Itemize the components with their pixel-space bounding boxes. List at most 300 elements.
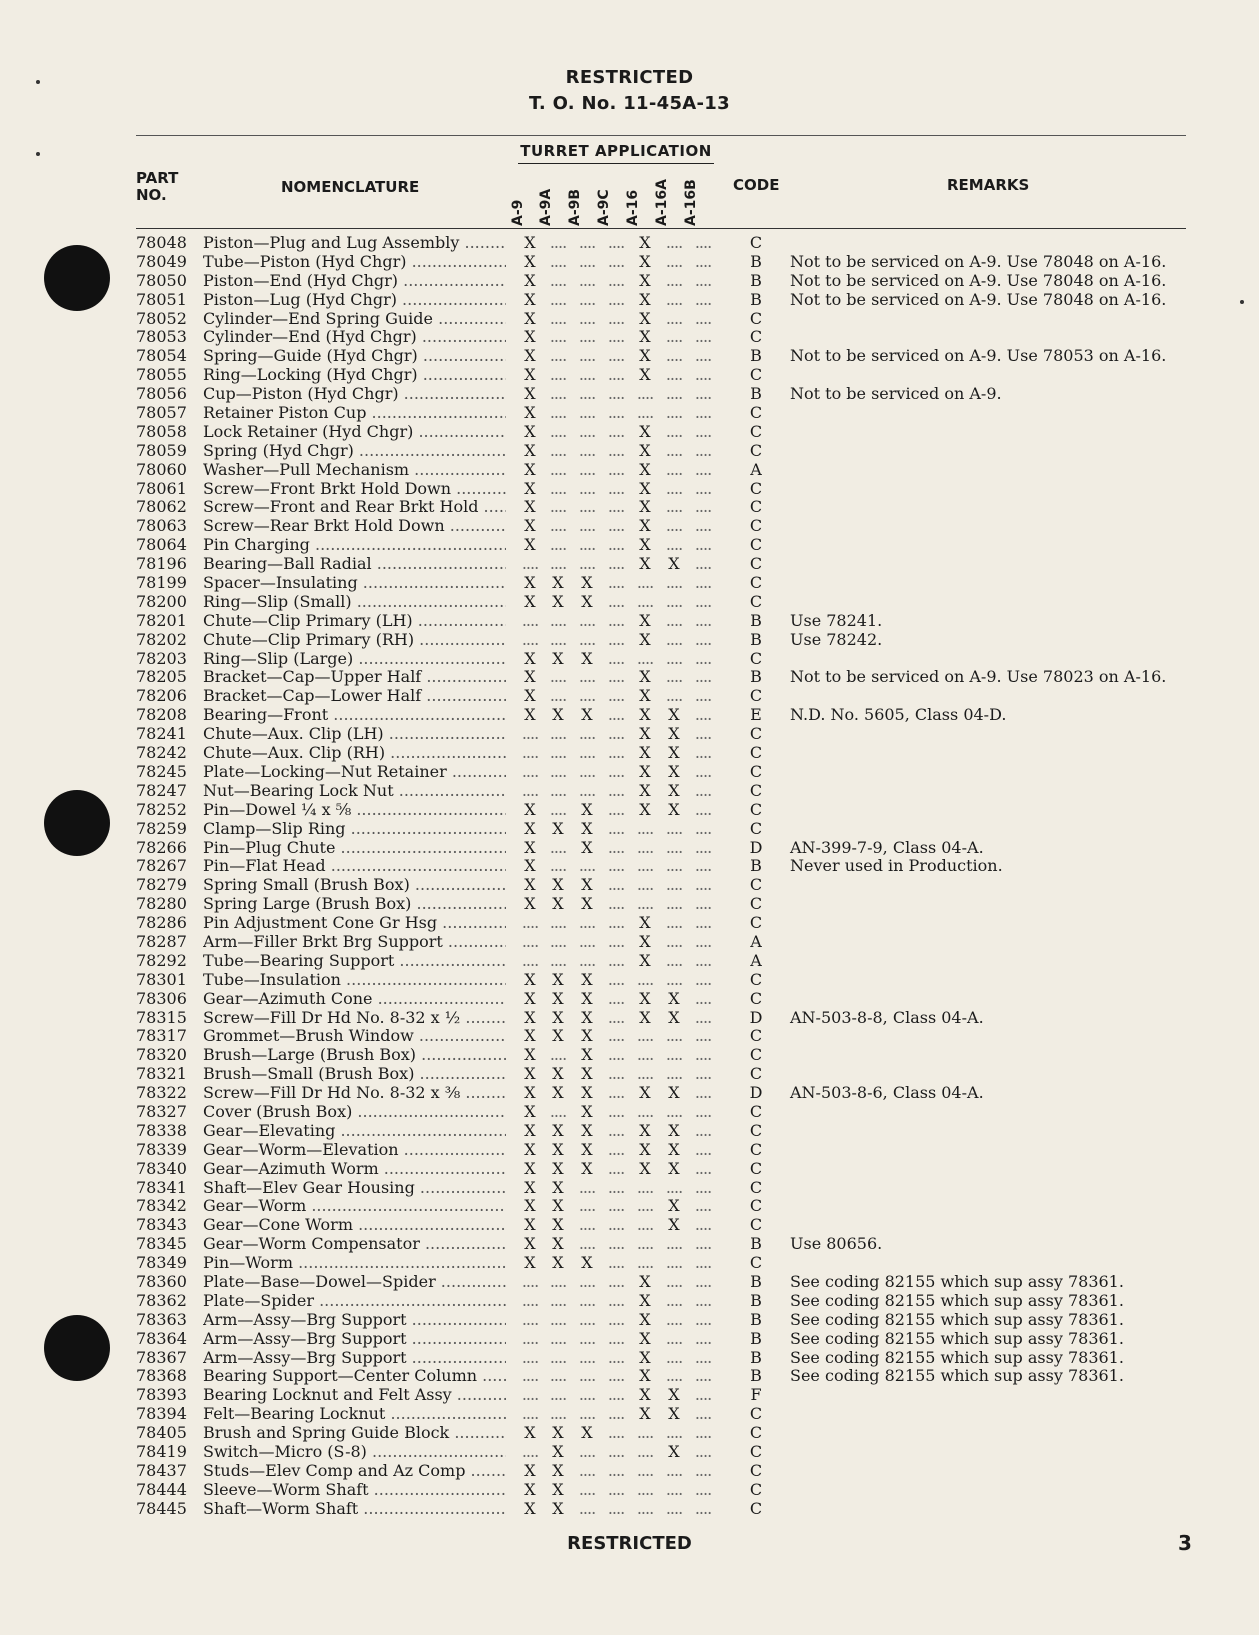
turret-mark: X [524,1026,536,1046]
table-row [0,310,1259,329]
turret-mark: X [524,856,536,876]
code: C [749,724,763,744]
nomenclature: Piston—Lug (Hyd Chgr) ..... [203,291,506,310]
turret-mark: X [639,1290,651,1310]
turret-leader: .... [607,743,625,763]
nomenclature: Spring Small (Brush Box) ..... [203,876,506,895]
code: A [750,950,762,970]
turret-leader: .... [578,761,596,781]
nomenclature: Screw—Rear Brkt Hold Down ..... [203,517,506,536]
part-number: 78242 [136,743,187,763]
turret-mark: X [639,629,651,649]
table-row [0,461,1259,480]
turret-mark: X [552,1423,564,1443]
turret-leader: .... [694,610,712,630]
code: C [749,648,763,668]
turret-mark: X [552,591,564,611]
turret-leader: .... [549,1309,567,1329]
turret-leader: .... [665,459,683,479]
part-number: 78292 [136,950,187,970]
table-row [0,1405,1259,1424]
turret-leader: .... [694,1083,712,1103]
turret-leader: .... [578,1177,596,1197]
turret-leader: .... [521,1404,539,1424]
turret-leader: .... [549,629,567,649]
turret-leader: .... [607,648,625,668]
part-number: 78049 [136,251,187,271]
turret-leader: .... [607,1215,625,1235]
turret-mark: X [524,837,536,857]
turret-mark: X [639,724,651,744]
turret-leader: .... [665,1347,683,1367]
turret-mark: X [524,1460,536,1480]
turret-leader: .... [607,1309,625,1329]
code: C [749,761,763,781]
turret-leader: .... [521,1309,539,1329]
turret-mark: X [524,535,536,555]
turret-leader: .... [578,856,596,876]
table-row [0,839,1259,858]
part-number: 78267 [136,856,187,876]
turret-mark: X [581,1045,593,1065]
table-row [0,650,1259,669]
table-row [0,1254,1259,1273]
turret-leader: .... [665,894,683,914]
table-row [0,1349,1259,1368]
turret-leader: .... [694,497,712,517]
turret-mark: X [639,1158,651,1178]
nomenclature: Spring—Guide (Hyd Chgr) ..... [203,347,506,366]
turret-mark: X [639,535,651,555]
table-row [0,404,1259,423]
turret-leader: .... [578,780,596,800]
turret-mark: X [639,289,651,309]
turret-leader: .... [607,610,625,630]
turret-leader: .... [636,573,654,593]
turret-mark: X [581,1083,593,1103]
table-row [0,328,1259,347]
code: B [750,1290,762,1310]
remarks: See coding 82155 which sup assy 78361. [790,1309,1124,1329]
turret-mark: X [668,780,680,800]
table-row [0,744,1259,763]
part-number: 78340 [136,1158,187,1178]
code: D [749,1007,763,1027]
turret-mark: X [668,1385,680,1405]
nomenclature: Arm—Filler Brkt Brg Support ..... [203,933,506,952]
turret-leader: .... [694,1404,712,1424]
code: C [749,894,763,914]
turret-leader: .... [578,1328,596,1348]
turret-mark: X [552,1026,564,1046]
remarks: Not to be serviced on A-9. Use 78048 on A-16. [790,251,1167,271]
table-row [0,536,1259,555]
part-number: 78445 [136,1498,187,1518]
table-row [0,933,1259,952]
turret-leader: .... [636,1045,654,1065]
turret-leader: .... [665,1271,683,1291]
turret-leader: .... [549,478,567,498]
turret-mark: X [639,554,651,574]
part-number: 78266 [136,837,187,857]
code: B [750,610,762,630]
turret-leader: .... [665,478,683,498]
turret-leader: .... [578,327,596,347]
turret-mark: X [524,667,536,687]
part-number: 78339 [136,1139,187,1159]
turret-leader: .... [578,667,596,687]
turret-leader: .... [549,459,567,479]
turret-leader: .... [607,875,625,895]
turret-leader: .... [578,629,596,649]
turret-leader: .... [694,270,712,290]
turret-leader: .... [521,1290,539,1310]
turret-leader: .... [607,686,625,706]
turret-leader: .... [607,1460,625,1480]
turret-leader: .... [636,648,654,668]
nomenclature: Arm—Assy—Brg Support ..... [203,1349,506,1368]
turret-leader: .... [665,913,683,933]
part-number: 78301 [136,969,187,989]
nomenclature: Pin—Plug Chute ..... [203,839,506,858]
turret-mark: X [524,1101,536,1121]
turret-leader: .... [578,1196,596,1216]
part-number: 78200 [136,591,187,611]
turret-leader: .... [521,1271,539,1291]
turret-leader: .... [549,535,567,555]
part-number: 78320 [136,1045,187,1065]
turret-leader: .... [665,1177,683,1197]
table-row [0,1065,1259,1084]
turret-leader: .... [521,743,539,763]
turret-leader: .... [694,1064,712,1084]
turret-mark: X [524,346,536,366]
turret-leader: .... [549,950,567,970]
turret-mark: X [581,1007,593,1027]
nomenclature: Arm—Assy—Brg Support ..... [203,1330,506,1349]
code: B [750,667,762,687]
table-row [0,1009,1259,1028]
code: B [750,384,762,404]
nomenclature: Screw—Front and Rear Brkt Hold ..... [203,498,506,517]
table-row [0,1216,1259,1235]
turret-leader: .... [521,780,539,800]
turret-leader: .... [607,233,625,252]
turret-leader: .... [521,1328,539,1348]
code: B [750,346,762,366]
turret-mark: X [668,705,680,725]
header-rule [136,135,1186,136]
code: C [749,1442,763,1461]
part-number: 78360 [136,1271,187,1291]
turret-mark: X [524,648,536,668]
turret-mark: X [639,1366,651,1386]
turret-mark: X [668,1442,680,1461]
turret-leader: .... [607,1366,625,1386]
code: B [750,1271,762,1291]
turret-leader: .... [665,1498,683,1518]
turret-leader: .... [549,1404,567,1424]
turret-leader: .... [549,1271,567,1291]
turret-leader: .... [578,365,596,385]
part-number: 78341 [136,1177,187,1197]
remarks: Not to be serviced on A-9. Use 78023 on A-16. [790,667,1167,687]
turret-leader: .... [607,1083,625,1103]
code: A [750,459,762,479]
turret-leader: .... [694,384,712,404]
part-number: 78327 [136,1101,187,1121]
turret-leader: .... [694,969,712,989]
turret-leader: .... [636,1253,654,1273]
code: C [749,969,763,989]
turret-leader: .... [694,1460,712,1480]
turret-mark: X [524,1215,536,1235]
turret-leader: .... [665,1253,683,1273]
code: C [749,1498,763,1518]
nomenclature: Gear—Worm—Elevation ..... [203,1141,506,1160]
part-number: 78056 [136,384,187,404]
turret-leader: .... [665,233,683,252]
turret-leader: .... [665,421,683,441]
turret-leader: .... [607,931,625,951]
turret-leader: .... [549,1290,567,1310]
turret-mark: X [639,1347,651,1367]
turret-leader: .... [665,308,683,328]
table-row [0,1197,1259,1216]
turret-leader: .... [578,233,596,252]
turret-leader: .... [694,1177,712,1197]
turret-leader: .... [694,818,712,838]
nomenclature: Cup—Piston (Hyd Chgr) ..... [203,385,506,404]
turret-mark: X [639,950,651,970]
nomenclature: Shaft—Elev Gear Housing ..... [203,1179,506,1198]
turret-leader: .... [549,270,567,290]
turret-leader: .... [694,554,712,574]
turret-leader: .... [694,1101,712,1121]
turret-leader: .... [694,308,712,328]
turret-leader: .... [694,1479,712,1499]
turret-leader: .... [521,554,539,574]
turret-leader: .... [665,969,683,989]
turret-mark: X [524,289,536,309]
nomenclature: Retainer Piston Cup ..... [203,404,506,423]
nomenclature: Chute—Aux. Clip (RH) ..... [203,744,506,763]
code: C [749,988,763,1008]
turret-mark: X [581,818,593,838]
code-heading: CODE [733,176,780,194]
table-row [0,895,1259,914]
turret-mark: X [668,1007,680,1027]
turret-leader: .... [665,440,683,460]
turret-mark: X [524,1045,536,1065]
code: C [749,780,763,800]
turret-leader: .... [607,1347,625,1367]
turret-mark: X [524,251,536,271]
turret-heading-label: A-9A [538,188,554,226]
turret-mark: X [524,421,536,441]
table-row [0,612,1259,631]
turret-mark: X [639,667,651,687]
table-row [0,291,1259,310]
turret-leader: .... [694,1366,712,1386]
turret-leader: .... [578,913,596,933]
table-row [0,1424,1259,1443]
turret-mark: X [639,913,651,933]
turret-leader: .... [607,1404,625,1424]
turret-leader: .... [607,421,625,441]
turret-mark: X [524,875,536,895]
turret-leader: .... [694,1442,712,1461]
code: C [749,1423,763,1443]
remarks: Not to be serviced on A-9. Use 78053 on A-16. [790,346,1167,366]
remarks: Use 80656. [790,1234,883,1254]
turret-leader: .... [636,591,654,611]
turret-leader: .... [665,497,683,517]
code: C [749,818,763,838]
turret-leader: .... [665,1290,683,1310]
page-number: 3 [1178,1531,1192,1555]
nomenclature: Pin—Dowel ¼ x ⅝ ..... [203,801,506,820]
turret-leader: .... [549,913,567,933]
turret-leader: .... [694,1215,712,1235]
turret-leader: .... [607,799,625,819]
part-number: 78321 [136,1064,187,1084]
turret-leader: .... [694,931,712,951]
turret-heading-label: A-16B [683,179,699,226]
turret-mark: X [552,1498,564,1518]
turret-leader: .... [578,1234,596,1254]
turret-leader: .... [607,894,625,914]
part-number: 78405 [136,1423,187,1443]
turret-leader: .... [607,251,625,271]
turret-leader: .... [549,856,567,876]
turret-leader: .... [549,365,567,385]
remarks: Never used in Production. [790,856,1003,876]
turret-leader: .... [694,913,712,933]
code: C [749,233,763,252]
code: C [749,403,763,423]
nomenclature: Brush and Spring Guide Block ..... [203,1424,506,1443]
turret-leader: .... [549,384,567,404]
turret-mark: X [668,743,680,763]
turret-leader: .... [694,648,712,668]
turret-leader: .... [607,1479,625,1499]
turret-leader: .... [578,931,596,951]
nomenclature: Ring—Slip (Small) ..... [203,593,506,612]
part-number: 78444 [136,1479,187,1499]
turret-mark: X [639,421,651,441]
turret-mark: X [639,459,651,479]
nomenclature: Clamp—Slip Ring ..... [203,820,506,839]
turret-leader: .... [607,667,625,687]
code: B [750,1366,762,1386]
table-row [0,990,1259,1009]
nomenclature: Pin Charging ..... [203,536,506,555]
nomenclature: Chute—Aux. Clip (LH) ..... [203,725,506,744]
table-row [0,1273,1259,1292]
turret-leader: .... [607,497,625,517]
part-number: 78367 [136,1347,187,1367]
part-number: 78364 [136,1328,187,1348]
code: C [749,1460,763,1480]
turret-leader: .... [578,308,596,328]
turret-mark: X [581,894,593,914]
table-row [0,366,1259,385]
turret-leader: .... [636,1064,654,1084]
nomenclature: Pin Adjustment Cone Gr Hsg ..... [203,914,506,933]
turret-leader: .... [694,1234,712,1254]
turret-leader: .... [694,1309,712,1329]
code: C [749,591,763,611]
turret-leader: .... [578,724,596,744]
turret-mark: X [524,327,536,347]
turret-leader: .... [694,591,712,611]
table-row [0,801,1259,820]
part-number: 78394 [136,1404,187,1424]
turret-leader: .... [694,478,712,498]
table-row [0,1160,1259,1179]
turret-leader: .... [694,1271,712,1291]
code: A [750,931,762,951]
turret-mark: X [639,516,651,536]
nomenclature: Gear—Azimuth Worm ..... [203,1160,506,1179]
turret-leader: .... [549,1101,567,1121]
table-row [0,1462,1259,1481]
part-number: 78057 [136,403,187,423]
table-row [0,971,1259,990]
turret-mark: X [639,440,651,460]
turret-leader: .... [549,799,567,819]
turret-leader: .... [607,1007,625,1027]
table-row [0,782,1259,801]
turret-mark: X [639,799,651,819]
nomenclature: Brush—Small (Brush Box) ..... [203,1065,506,1084]
turret-leader: .... [607,969,625,989]
table-row [0,1443,1259,1462]
turret-leader: .... [636,1460,654,1480]
turret-mark: X [581,1253,593,1273]
turret-mark: X [524,799,536,819]
turret-leader: .... [694,1026,712,1046]
turret-mark: X [524,233,536,252]
part-number: 78280 [136,894,187,914]
turret-mark: X [581,573,593,593]
nomenclature: Bearing Support—Center Column ..... [203,1367,506,1386]
nomenclature: Chute—Clip Primary (LH) ..... [203,612,506,631]
nomenclature: Piston—Plug and Lug Assembly ..... [203,234,506,253]
turret-mark: X [524,969,536,989]
turret-leader: .... [665,875,683,895]
turret-mark: X [552,875,564,895]
turret-heading-label: A-16 [625,189,641,226]
turret-leader: .... [694,233,712,252]
code: C [749,421,763,441]
turret-leader: .... [521,1366,539,1386]
turret-mark: X [581,591,593,611]
part-number: 78051 [136,289,187,309]
turret-leader: .... [694,743,712,763]
turret-mark: X [552,1158,564,1178]
turret-mark: X [552,1215,564,1235]
part-number: 78050 [136,270,187,290]
nomenclature: Ring—Locking (Hyd Chgr) ..... [203,366,506,385]
code: F [750,1385,762,1405]
turret-leader: .... [665,516,683,536]
turret-leader: .... [636,894,654,914]
turret-leader: .... [578,384,596,404]
turret-leader: .... [636,1215,654,1235]
turret-leader: .... [636,1479,654,1499]
